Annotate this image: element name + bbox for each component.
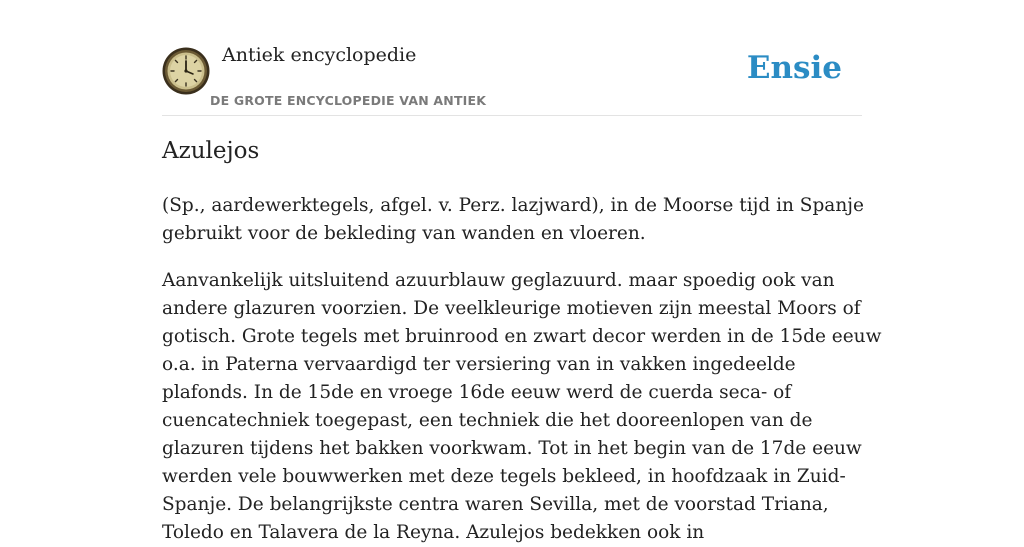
pocket-watch-icon[interactable] bbox=[162, 47, 210, 95]
article-paragraph: (Sp., aardewerktegels, afgel. v. Perz. lazjward), in de Moorse tijd in Spanje gebruikt voor de bekleding van wanden en vloeren. bbox=[162, 195, 864, 244]
site-title[interactable]: Antiek encyclopedie bbox=[222, 44, 417, 66]
article-title: Azulejos bbox=[162, 138, 260, 164]
content-column bbox=[162, 0, 882, 543]
article-paragraph: Aanvankelijk uitsluitend azuurblauw geglazuurd. maar spoedig ook van andere glazuren voorzien. De veelkleurige motieven zijn meestal Moors of gotisch. Grote tegels met bruinrood en zwart decor werden in de 15de eeuw o.a. in Paterna vervaardigd ter versiering van in vakken ingedeelde plafonds. In de 15de en vroege 16de eeuw werd de cuerda seca- of cuencatechniek toegepast, een techniek die het dooreenlopen van de glazuren tijdens het bakken voorkwam. Tot in het begin van de 17de eeuw werden vele bouwwerken met deze tegels bekleed, in hoofdzaak in Zuid-Spanje. De belangrijkste centra waren Sevilla, met de voorstad Triana, Toledo en Talavera de la Reyna. Azulejos bedekken ook in bbox=[162, 270, 882, 543]
ensie-logo-link[interactable]: Ensie bbox=[746, 50, 842, 86]
site-subtitle: DE GROTE ENCYCLOPEDIE VAN ANTIEK bbox=[210, 93, 487, 108]
site-header bbox=[162, 0, 862, 116]
